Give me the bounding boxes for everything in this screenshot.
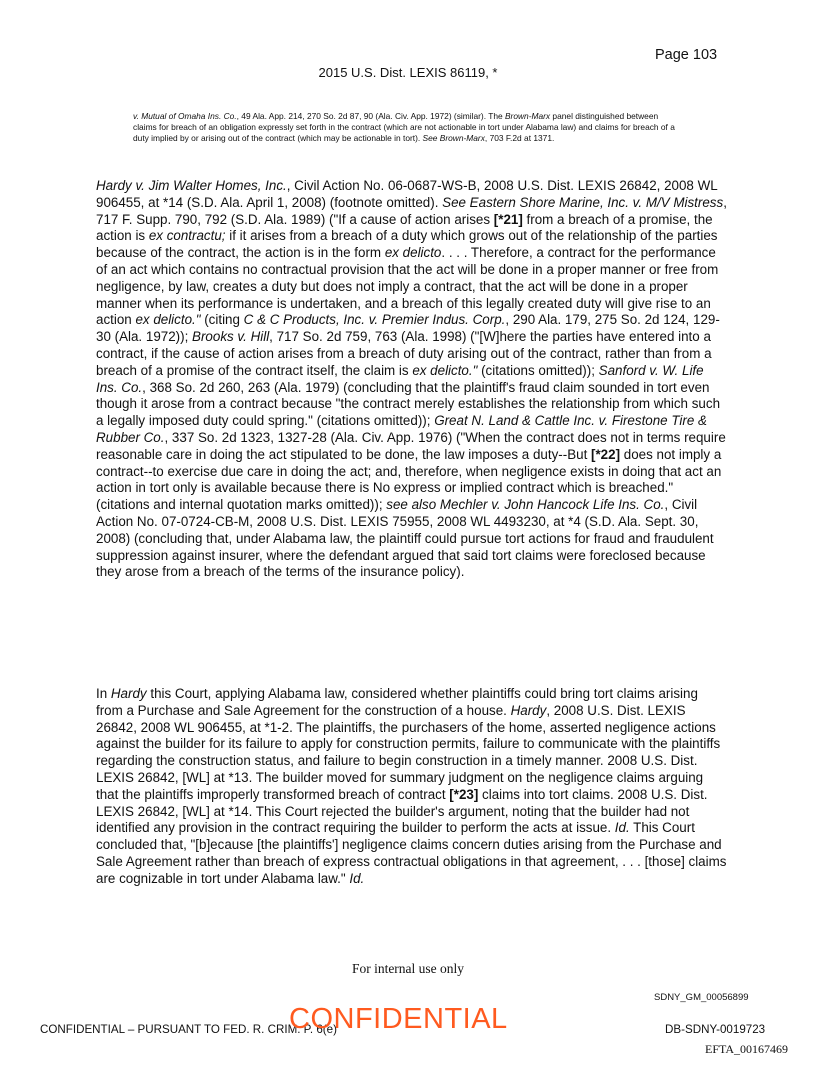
case-name: see also Mechler v. John Hancock Life Ins. Co. [386,497,665,513]
latin-term: ex delicto." [135,312,201,328]
text-run: claims into tort claims. 2008 U.S. Dist. LEXIS 26842, [WL] at *14. This Court rejected the builder's argument, noting that the builder had not identified any provision in the contract requiring the builder to perform the acts at issue. [96,786,708,836]
text-run: (citations omitted)); [477,362,599,378]
latin-term: ex delicto [384,245,442,261]
case-name: Brooks v. Hill [192,329,270,345]
latin-term: ex contractu; [148,228,226,244]
footnote-text: , 703 F.2d at 1371. [484,133,555,143]
footnote-text: , 49 Ala. App. 214, 270 So. 2d 87, 90 (Ala. Civ. App. 1972) (similar). The [236,111,505,121]
text-run: , 368 So. 2d 260, 263 (Ala. 1979) (concluding that the plaintiff's fraud claim sounded in tort even though it arose from a contract because "the contract merely establishes the relationship from which such a legally imposed duty could spring." (citations omitted)); [96,379,721,429]
text-run: , 2008 U.S. Dist. LEXIS 26842, 2008 WL 906455, at *1-2. The plaintiffs, the purchasers of the home, asserted negligence actions against the builder for its failure to apply for construction permits, failure to communicate with the plaintiffs regarding the construction status, and failure to begin construction in a timely manner. 2008 U.S. Dist. LEXIS 26842, [WL] at *13. The builder moved for summary judgment on the negligence claims arguing that the plaintiffs improperly transformed breach of contract [96,702,721,802]
footnote-signal: See Brown-Marx [422,133,485,143]
page-marker: [*23] [449,786,479,802]
text-run: . . . . Therefore, a contract for the performance of an act which contains no contractual provision that the act will be done in a proper manner or free from negligence, by law, creates a duty but does not imply a contract, that the act will be done in a proper manner when its performance is undertaken, and a breach of this legally created duty will give rise to an action [96,245,719,328]
citation-id: Id. [614,820,630,836]
bates-number-efta: EFTA_00167469 [705,1042,789,1056]
text-run: , 337 So. 2d 1323, 1327-28 (Ala. Civ. App. 1976) ("When the contract does not in terms require reasonable care in doing the act stipulated to be done, the law imposes a duty--But [96,429,726,462]
text-run: , 717 So. 2d 759, 763 (Ala. 1998) ("[W]here the parties have entered into a contract, if the cause of action arises from a breach of duty arising out of the contract, rather than from a breach of a promise of the contract itself, the claim is [96,329,712,378]
case-name: Great N. Land & Cattle Inc. v. Firestone Tire & Rubber Co. [96,413,707,445]
page-citation-header: 2015 U.S. Dist. LEXIS 86119, * [318,65,498,80]
bates-number-db-sdny: DB-SDNY-0019723 [665,1023,766,1036]
text-run: This Court concluded that, "[b]ecause [the plaintiffs'] negligence claims concern duties arising from the Purchase and Sale Agreement rather than breach of express contractual obligations in that agreement, . . . [those] claims are cognizable in tort under Alabama law." [96,820,727,886]
page-marker: [*22] [591,446,621,462]
footnote-case-name: Brown-Marx [504,111,551,121]
bates-number-sdny-gm: SDNY_GM_00056899 [654,992,749,1003]
footnote-case-name: v. Mutual of Omaha Ins. Co. [133,111,237,121]
case-name: See Eastern Shore Marine, Inc. v. M/V Mistress [442,194,724,210]
case-name: Hardy [510,702,547,718]
body-paragraph-2 [96,686,728,888]
latin-term: ex delicto." [412,362,478,378]
text-run: In [96,686,111,701]
confidential-legend: CONFIDENTIAL – PURSUANT TO FED. R. CRIM. P. 6(e) [40,1023,337,1036]
page-number: Page 103 [655,47,718,63]
text-run: , 290 Ala. 179, 275 So. 2d 124, 129-30 (Ala. 1972)); [96,312,720,345]
body-paragraph-1 [96,178,728,581]
text-run: , 717 F. Supp. 790, 792 (S.D. Ala. 1989) ("If a cause of action arises [96,194,727,227]
page-marker: [*21] [493,211,523,227]
text-run: , Civil Action No. 07-0724-CB-M, 2008 U.S. Dist. LEXIS 75955, 2008 WL 4493230, at *4 (S.D. Ala. Sept. 30, 2008) (concluding that, under Alabama law, the plaintiff could pursue tort actions for fraud and fraudulent suppression against insurer, where the defendant argued that said tort claims were foreclosed because they arose from a breach of the terms of the insurance policy). [96,497,714,580]
case-name: C & C Products, Inc. v. Premier Indus. Corp. [243,312,506,328]
citation-id: Id. [349,870,365,886]
footnote-text: panel distinguished between claims for breach of an obligation expressly set forth in the contract (which are not actionable in tort under Alabama law) and claims for breach of a duty implied by or arising out of the contract (which may be actionable in tort). [133,111,675,143]
footnote-continuation [133,111,683,144]
text-run: , Civil Action No. 06-0687-WS-B, 2008 U.S. Dist. LEXIS 26842, 2008 WL 906455, at *14 (S.D. Ala. April 1, 2008) (footnote omitted). [96,178,718,210]
text-run: from a breach of a promise, the action is [96,211,713,244]
text-run: if it arises from a breach of a duty which grows out of the relationship of the parties because of the contract, the action is in the form [96,228,718,261]
text-run: this Court, applying Alabama law, considered whether plaintiffs could bring tort claims arising from a Purchase and Sale Agreement for the construction of a house. [96,686,698,718]
text-run: (citing [200,312,244,328]
confidential-stamp: CONFIDENTIAL [289,1003,508,1035]
case-name: Hardy v. Jim Walter Homes, Inc. [96,178,287,193]
internal-use-notice: For internal use only [351,961,465,976]
case-name: Sanford v. W. Life Ins. Co. [96,362,704,395]
case-name: Hardy [110,686,147,701]
text-run: does not imply a contract--to exercise due care in doing the act; and, therefore, when negligence exists in doing that act an action in tort only is available because there is No express or implied contract which is breached." (citations and internal quotation marks omitted)); [96,446,722,513]
